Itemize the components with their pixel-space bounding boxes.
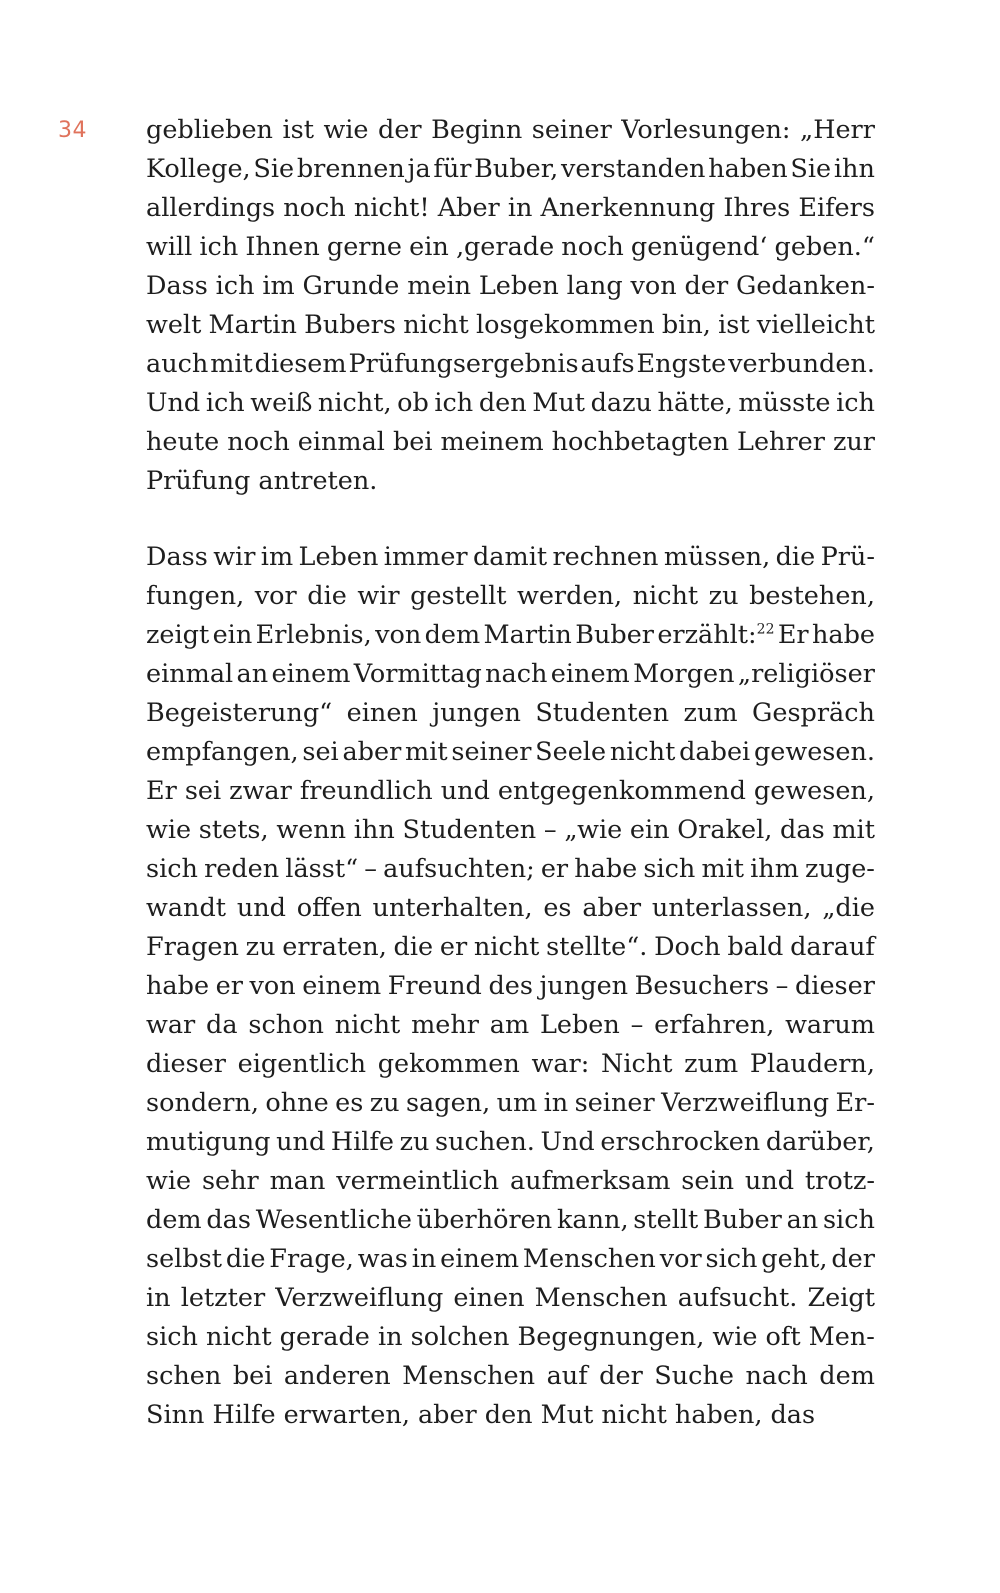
text-line: zeigt ein Erlebnis, von dem Martin Buber erzählt:$^{22}$ Er habe	[146, 620, 875, 650]
text-line: Dass ich im Grunde mein Leben lang von der Gedanken-	[146, 271, 875, 301]
text-line: welt Martin Bubers nicht losgekommen bin, ist vielleicht	[146, 310, 875, 340]
text-line: Prüfung antreten.	[146, 466, 378, 496]
text-line: fungen, vor die wir gestellt werden, nicht zu bestehen,	[146, 581, 875, 611]
text-line: war da schon nicht mehr am Leben – erfahren, warum	[146, 1010, 875, 1040]
text-line: schen bei anderen Menschen auf der Suche nach dem	[146, 1361, 875, 1391]
text-line: sondern, ohne es zu sagen, um in seiner Verzweiflung Er-	[146, 1088, 875, 1118]
text-line: Er sei zwar freundlich und entgegenkommend gewesen,	[146, 776, 875, 806]
text-line: wie sehr man vermeintlich aufmerksam sein und trotz-	[146, 1166, 875, 1196]
text-line: sich nicht gerade in solchen Begegnungen, wie oft Men-	[146, 1322, 875, 1352]
text-line: wandt und offen unterhalten, es aber unterlassen, „die	[146, 893, 875, 923]
text-line: einmal an einem Vormittag nach einem Morgen „religiöser	[146, 659, 875, 689]
text-line: Dass wir im Leben immer damit rechnen müssen, die Prü-	[146, 542, 875, 572]
text-line: Und ich weiß nicht, ob ich den Mut dazu hätte, müsste ich	[146, 388, 875, 418]
text-line: Fragen zu erraten, die er nicht stellte“. Doch bald darauf	[146, 932, 875, 962]
footnote-ref: 22	[756, 621, 775, 638]
text-line: empfangen, sei aber mit seiner Seele nicht dabei gewesen.	[146, 737, 875, 767]
text-line: dem das Wesentliche überhören kann, stellt Buber an sich	[146, 1205, 875, 1235]
page-number: 34	[58, 118, 87, 143]
text-line: mutigung und Hilfe zu suchen. Und erschrocken darüber,	[146, 1127, 875, 1157]
text-line: selbst die Frage, was in einem Menschen vor sich geht, der	[146, 1244, 875, 1274]
text-line: auch mit diesem Prüfungsergebnis aufs Engste verbunden.	[146, 349, 875, 379]
text-line: will ich Ihnen gerne ein ‚gerade noch genügend‘ geben.“	[146, 232, 875, 262]
text-line: sich reden lässt“ – aufsuchten; er habe sich mit ihm zuge-	[146, 854, 875, 884]
text-line: geblieben ist wie der Beginn seiner Vorlesungen: „Herr	[146, 115, 875, 145]
text-line: allerdings noch nicht! Aber in Anerkennung Ihres Eifers	[146, 193, 875, 223]
paragraph-2	[146, 538, 875, 1435]
text-line: dieser eigentlich gekommen war: Nicht zum Plaudern,	[146, 1049, 875, 1079]
text-line: heute noch einmal bei meinem hochbetagten Lehrer zur	[146, 427, 875, 457]
text-line: habe er von einem Freund des jungen Besuchers – dieser	[146, 971, 875, 1001]
text-line: in letzter Verzweiflung einen Menschen aufsucht. Zeigt	[146, 1283, 875, 1313]
text-line: wie stets, wenn ihn Studenten – „wie ein Orakel, das mit	[146, 815, 875, 845]
text-line: Sinn Hilfe erwarten, aber den Mut nicht haben, das	[146, 1400, 816, 1430]
text-line: Kollege, Sie brennen ja für Buber, verstanden haben Sie ihn	[146, 154, 875, 184]
text-line: Begeisterung“ einen jungen Studenten zum Gespräch	[146, 698, 875, 728]
paragraph-1	[146, 111, 875, 501]
